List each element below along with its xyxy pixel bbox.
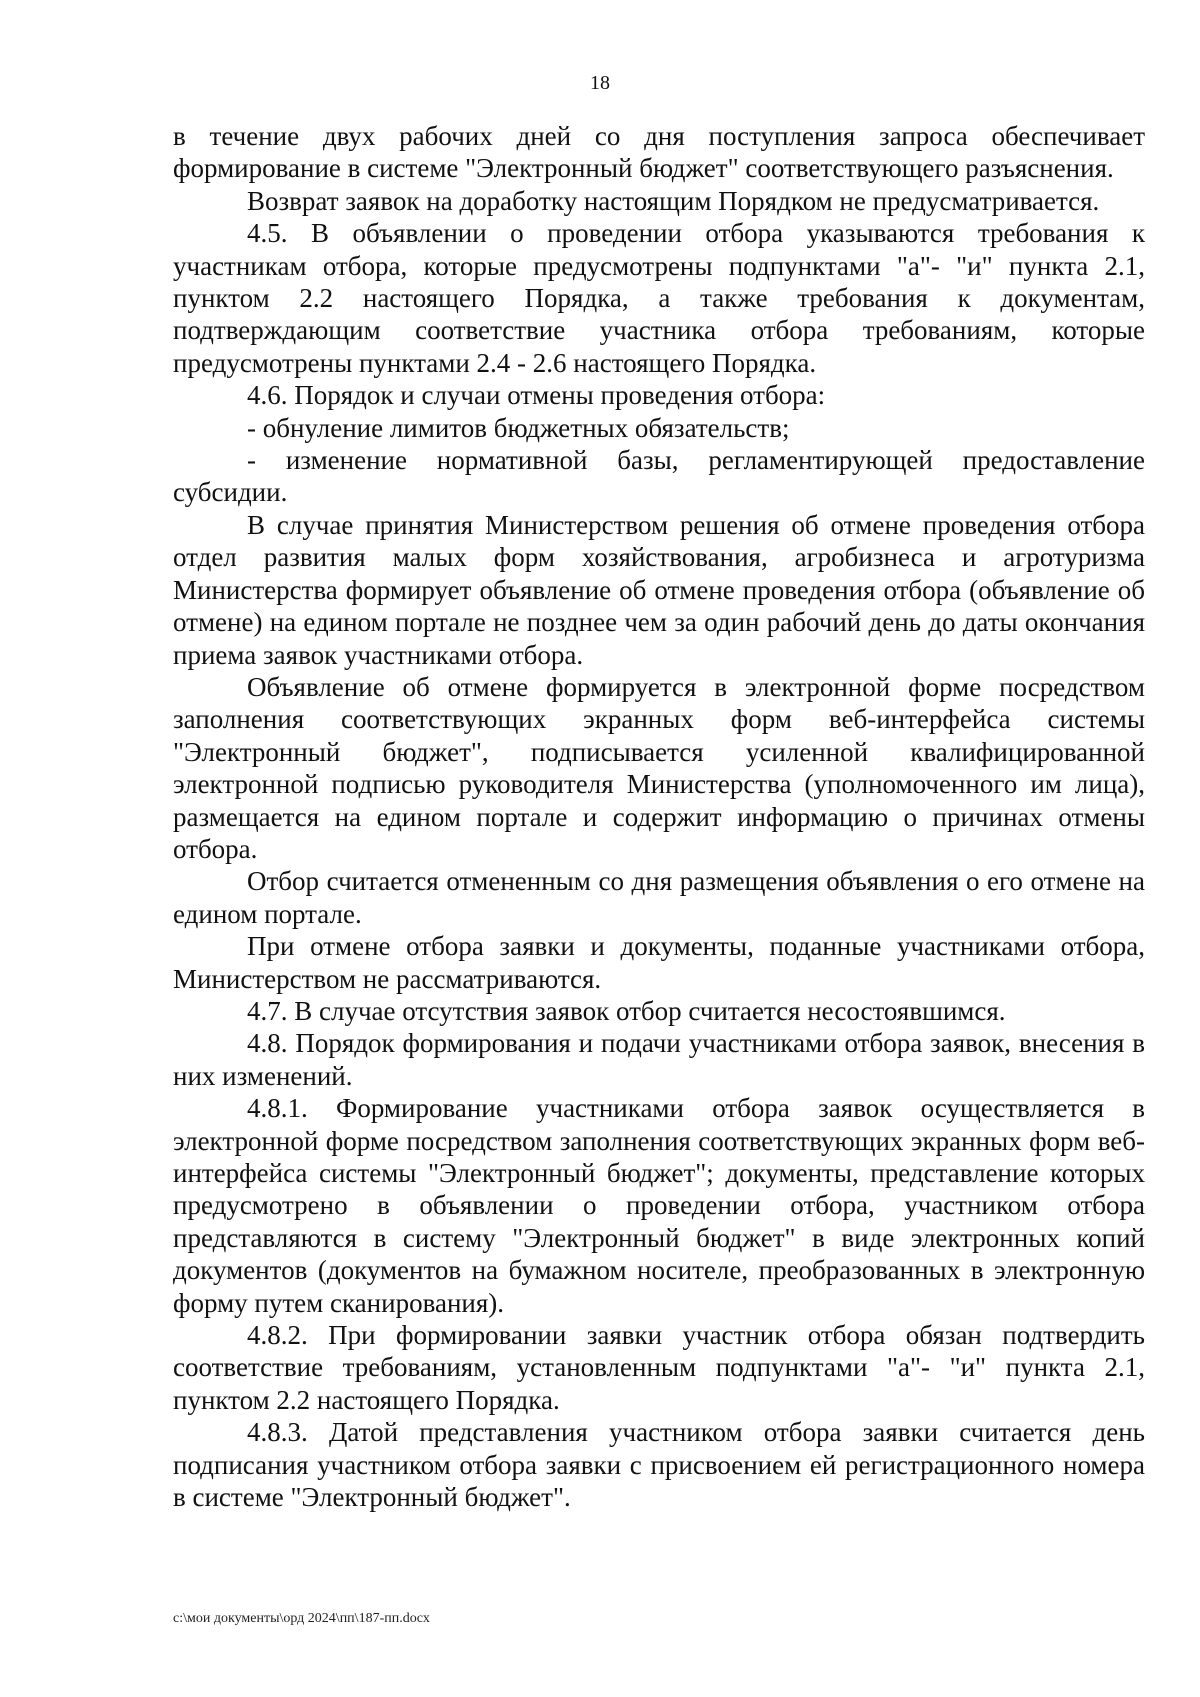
paragraph-4-6: 4.6. Порядок и случаи отмены проведения отбора: [247, 380, 826, 411]
paragraph-cancellation-decision: В случае принятия Министерством решения об отмене проведения отбора отдел развития малых форм хозяйствования, агробизнеса и агротуризма Министерства формирует объявление об отмене проведения отбора (объявление об отмене) на едином портале не позднее чем за один рабочий день до даты окончания приема заявок участниками отбора. [173, 509, 1145, 670]
list-item-regulatory-change: - изменение нормативной базы, регламентирующей предоставление субсидии. [173, 445, 1145, 508]
paragraph-4-8-2: 4.8.2. При формировании заявки участник отбора обязан подтвердить соответствие требованиям, установленным подпунктами "а"- "и" пункта 2.1, пунктом 2.2 настоящего Порядка. [173, 1320, 1145, 1415]
paragraph-4-8-3: 4.8.3. Датой представления участником отбора заявки считается день подписания участником отбора заявки с присвоением ей регистрационного номера в системе "Электронный бюджет". [173, 1417, 1145, 1513]
paragraph-4-5: 4.5. В объявлении о проведении отбора указываются требования к участникам отбора, которые предусмотрены подпунктами "а"- "и" пункта 2.1, пунктом 2.2 настоящего Порядка, а также требования к документам, подтверждающим соответствие участника отбора требованиям, которые предусмотрены пунктами 2.4 - 2.6 настоящего Порядка. [173, 218, 1145, 378]
paragraph-4-7: 4.7. В случае отсутствия заявок отбор считается несостоявшимся. [247, 995, 1006, 1026]
paragraph-not-considered: При отмене отбора заявки и документы, поданные участниками отбора, Министерством не рассматриваются. [173, 931, 1145, 994]
document-body [173, 120, 1145, 1513]
paragraph-no-rework: Возврат заявок на доработку настоящим Порядком не предусматривается. [247, 185, 1100, 216]
list-item-budget-limits: - обнуление лимитов бюджетных обязательств; [247, 412, 790, 443]
paragraph-4-8-1: 4.8.1. Формирование участниками отбора заявок осуществляется в электронной форме посредством заполнения соответствующих экранных форм веб-интерфейса системы "Электронный бюджет"; документы, представление которых предусмотрено в объявлении о проведении отбора, участником отбора представляются в систему "Электронный бюджет" в виде электронных копий документов (документов на бумажном носителе, преобразованных в электронную форму путем сканирования). [173, 1093, 1145, 1318]
page-number: 18 [590, 72, 610, 94]
paragraph-4-8: 4.8. Порядок формирования и подачи участниками отбора заявок, внесения в них изменений. [173, 1028, 1145, 1091]
paragraph-continuation: в течение двух рабочих дней со дня поступления запроса обеспечивает формирование в системе "Электронный бюджет" соответствующего разъяснения. [173, 121, 1145, 184]
paragraph-cancellation-notice: Объявление об отмене формируется в электронной форме посредством заполнения соответствующих экранных форм веб-интерфейса системы "Электронный бюджет", подписывается усиленной квалифицированной электронной подписью руководителя Министерства (уполномоченного им лица), размещается на едином портале и содержит информацию о причинах отмены отбора. [173, 671, 1145, 864]
paragraph-cancelled-from: Отбор считается отмененным со дня размещения объявления о его отмене на едином портале. [173, 866, 1145, 929]
footer-file-path: c:\мои документы\орд 2024\пп\187-пп.docx [173, 1611, 430, 1626]
